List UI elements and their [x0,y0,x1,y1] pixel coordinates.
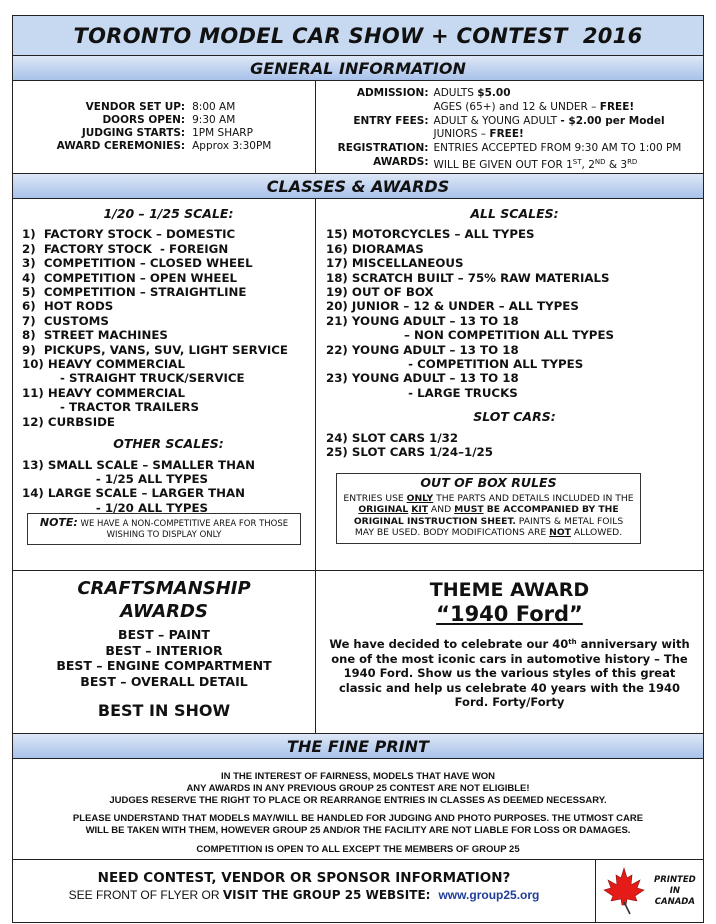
flyer [12,15,704,923]
printed-in-canada [596,860,703,922]
entry-fees-juniors [434,128,682,142]
admission-label: ADMISSION: [356,87,429,99]
admission-adults-price: $5.00 [477,87,511,99]
scale-heading: SLOT CARS: [473,409,556,425]
schedule [13,81,316,173]
contact-line: SEE FRONT OF FLYER OR VISIT THE GROUP 25 WEBSITE: www.group25.org [68,888,540,902]
fine-print-line: ANY AWARDS IN ANY PREVIOUS GROUP 25 CONTEST ARE NOT ELIGIBLE! [186,782,530,794]
award-item: BEST – OVERALL DETAIL [80,673,248,689]
awards-text: & 3 [605,159,628,172]
admission-free-group [434,101,682,115]
class-item-sub: - 1/20 ALL TYPES [22,500,209,515]
registration-label: REGISTRATION: [337,142,429,155]
scale-heading: ALL SCALES: [470,206,559,221]
fees [316,81,703,173]
awards-value [434,156,682,173]
theme-heading: THEME AWARD [429,579,590,601]
entry-fees-price: - $2.00 per Model [560,114,665,127]
entry-fees-adult [434,115,682,129]
schedule-value: 8:00 AM [192,101,236,113]
free-label: FREE! [599,100,635,113]
craftsmanship-heading: AWARDS [120,601,208,622]
registration-value: ENTRIES ACCEPTED FROM 9:30 AM TO 1:00 PM [433,142,682,155]
class-item: 24) SLOT CARS 1/32 [326,430,459,445]
section-title: GENERAL INFORMATION [250,58,466,78]
superscript: RD [627,158,638,167]
classes-right [316,199,703,570]
section-title: THE FINE PRINT [287,736,429,756]
class-item-sub: - TRACTOR TRAILERS [60,400,199,415]
general-info-header [13,56,703,81]
class-item-sub: - LARGE TRUCKS [326,385,518,400]
class-item: 18) SCRATCH BUILT – 75% RAW MATERIALS [326,270,610,285]
craftsmanship-list [13,627,315,689]
awards-text: , 2 [581,159,595,172]
award-item: BEST – PAINT [118,627,210,642]
awards-row [13,571,703,734]
superscript: ST [572,158,582,167]
class-item: 1) FACTORY STOCK – DOMESTIC [22,227,236,242]
class-item-sub: - 1/25 ALL TYPES [22,471,209,486]
class-item: 4) COMPETITION – OPEN WHEEL [22,270,238,285]
class-item: 23) YOUNG ADULT – 13 TO 18 [326,371,519,386]
class-item: 25) SLOT CARS 1/24–1/25 [326,445,493,460]
class-item: 12) CURBSIDE [22,414,115,429]
superscript: ND [594,158,606,167]
class-item: 6) HOT RODS [22,299,114,314]
classes [13,199,703,571]
class-item: 11) HEAVY COMMERCIAL [22,385,185,400]
schedule-label: VENDOR SET UP: [85,101,186,113]
theme-car: “1940 Ford” [436,602,583,626]
class-item: 5) COMPETITION – STRAIGHTLINE [22,285,247,300]
scale-heading: OTHER SCALES: [113,436,224,452]
fine-print-line: IN THE INTEREST OF FAIRNESS, MODELS THAT HAVE WON [220,771,496,782]
fine-print-line: WILL BE TAKEN WITH THEM, HOWEVER GROUP 25 AND/OR THE FACILITY ARE NOT LIABLE FOR LOSS OR DAMAGES. [85,825,631,837]
class-item: 14) LARGE SCALE – LARGER THAN [22,486,246,501]
title-bar [13,16,703,56]
award-item: BEST – ENGINE COMPARTMENT [56,658,272,673]
admission-free-text: AGES (65+) and 12 & UNDER – [433,100,600,113]
award-item: BEST – INTERIOR [105,642,223,658]
schedule-value: 9:30 AM [192,114,236,126]
general-info [13,81,703,174]
contact-info [13,860,596,922]
craftsmanship-awards [13,571,316,733]
fine-print [13,759,703,860]
class-item-sub: - COMPETITION ALL TYPES [326,357,584,372]
section-title: CLASSES & AWARDS [266,176,450,196]
class-item: 9) PICKUPS, VANS, SUV, LIGHT SERVICE [22,342,288,357]
theme-award [316,571,703,733]
entry-fees-adult-text: ADULT & YOUNG ADULT [433,114,561,127]
theme-description: We have decided to celebrate our 40th anniversary with one of the most iconic cars in automotive history – The 1940 Ford. Show us the various styles of this great classic and help us celebrate 40 years with the 1940 Ford. Forty/Forty [329,637,690,709]
class-item: 21) YOUNG ADULT – 13 TO 18 [326,313,519,328]
admission-adults [434,87,682,101]
fine-print-line: JUDGES RESERVE THE RIGHT TO PLACE OR REARRANGE ENTRIES IN CLASSES AS DEEMED NECESSARY. [109,794,607,806]
class-item-sub: – NON COMPETITION ALL TYPES [326,328,614,343]
oob-text: ENTRIES USE ONLY THE PARTS AND DETAILS INCLUDED IN THE ORIGINAL KIT AND MUST BE ACCOMPANIED BY THE ORIGINAL INSTRUCTION SHEET. PAINTS & METAL FOILS MAY BE USED. BODY MODIFICATIONS ARE NOT ALLOWED. [343,492,634,538]
class-item: 17) MISCELLANEOUS [326,256,464,271]
awards-text: WILL BE GIVEN OUT FOR 1 [433,159,573,172]
fine-print-header [13,734,703,759]
schedule-label: JUDGING STARTS: [81,127,186,139]
class-item-sub: - STRAIGHT TRUCK/SERVICE [60,371,245,386]
class-item: 7) CUSTOMS [22,313,109,328]
note-text: WE HAVE A NON-COMPETITIVE AREA FOR THOSE WISHING TO DISPLAY ONLY [77,519,289,540]
class-item: 8) STREET MACHINES [22,328,168,343]
class-item: 3) COMPETITION – CLOSED WHEEL [22,256,253,271]
admission-adults-text: ADULTS [433,87,478,99]
page-title: TORONTO MODEL CAR SHOW + CONTEST 2016 [73,23,643,48]
best-in-show: BEST IN SHOW [97,701,231,720]
printed-label: PRINTED IN CANADA [654,874,696,907]
schedule-list [57,101,272,153]
note-label: NOTE: [39,516,78,529]
free-label: FREE! [489,128,524,141]
class-item: 10) HEAVY COMMERCIAL [22,357,185,372]
scale-heading: 1/20 – 1/25 SCALE: [103,206,234,221]
awards-label: AWARDS: [373,156,429,169]
schedule-label: AWARD CEREMONIES: [56,140,186,152]
entry-fees-juniors-text: JUNIORS – [433,128,490,141]
fees-list [338,87,682,173]
fine-print-line: COMPETITION IS OPEN TO ALL EXCEPT THE MEMBERS OF GROUP 25 [196,843,520,855]
entry-fees-label: ENTRY FEES: [353,114,429,127]
class-item: 19) OUT OF BOX [326,285,434,300]
maple-leaf-icon [602,866,646,916]
schedule-value: Approx 3:30PM [192,140,272,152]
classes-left [13,199,316,570]
oob-heading: OUT OF BOX RULES [420,475,557,490]
class-item: 16) DIORAMAS [326,241,424,256]
class-item: 13) SMALL SCALE – SMALLER THAN [22,457,255,472]
classes-header [13,174,703,199]
contact-question: NEED CONTEST, VENDOR OR SPONSOR INFORMATION? [97,870,511,886]
schedule-value: 1PM SHARP [192,127,253,139]
note-box [27,513,301,545]
class-item: 15) MOTORCYCLES – ALL TYPES [326,227,535,242]
craftsmanship-heading: CRAFTSMANSHIP [77,578,251,599]
class-item: 20) JUNIOR – 12 & UNDER – ALL TYPES [326,299,579,314]
class-item: 22) YOUNG ADULT – 13 TO 18 [326,342,519,357]
schedule-label: DOORS OPEN: [102,114,186,126]
out-of-box-rules [336,473,641,544]
fine-print-line: PLEASE UNDERSTAND THAT MODELS MAY/WILL BE HANDLED FOR JUDGING AND PHOTO PURPOSES. THE UTMOST CARE [72,813,644,825]
class-item: 2) FACTORY STOCK - FOREIGN [22,241,229,256]
website-link[interactable]: www.group25.org [438,888,540,902]
footer [13,860,703,922]
